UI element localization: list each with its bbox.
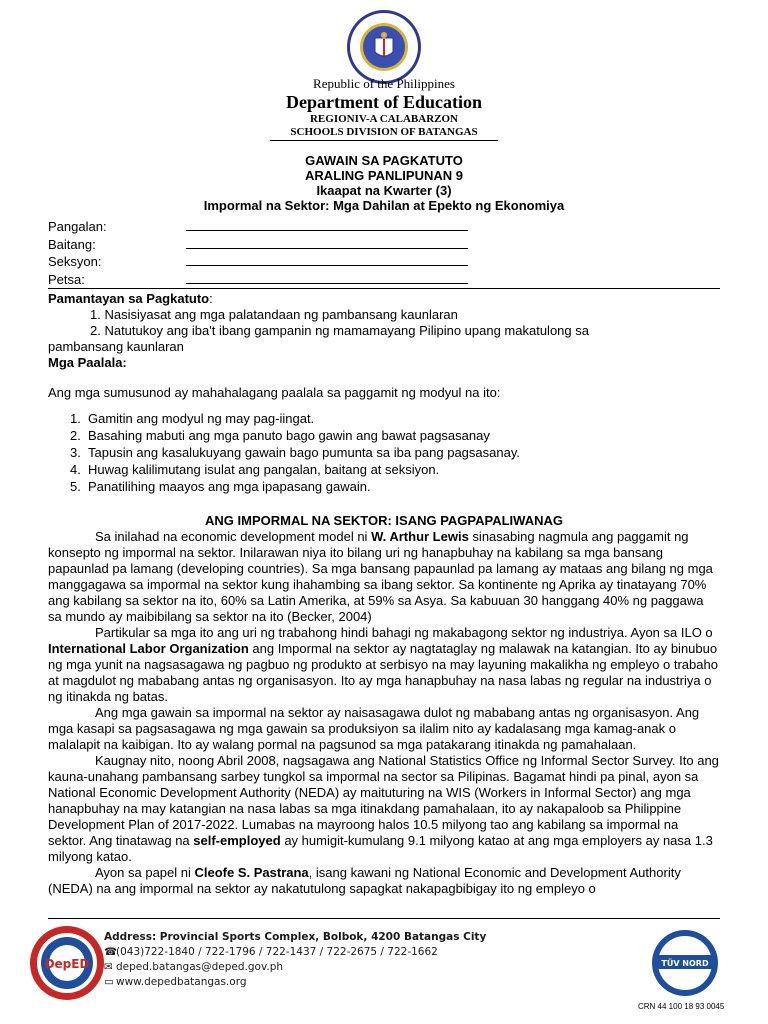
grade-field: [48, 236, 720, 254]
self-employed-term: self-employed: [193, 833, 281, 848]
ilo-name: International Labor Organization: [48, 641, 249, 656]
name-blank-line[interactable]: [186, 230, 468, 231]
paragraph-3: Ang mga gawain sa impormal na sektor ay naisasagawa dulot ng mababang antas ng organisasyon. Ang mga kasapi sa pagsasagawa ng mga gawain sa produksiyon sa ilalim nito ay kadalasang mga kamag-anak o malalapit na kaibigan. Ito ay walang pormal na pagsunod sa mga patakarang itinakda ng pamahalaan.: [48, 705, 700, 752]
worksheet-titles: [0, 153, 768, 213]
fields-rule: [48, 288, 720, 289]
reminders-intro: Ang mga sumusunod ay mahahalagang paalala sa paggamit ng modyul na ito:: [48, 385, 501, 400]
reminder-text: Panatilihing maayos ang mga ipapasang gawain.: [88, 479, 371, 494]
section-field: [48, 253, 720, 271]
date-label: Petsa:: [48, 271, 85, 287]
deped-logo-text: DepED: [44, 957, 90, 971]
reminder-text: Basahing mabuti ang mga panuto bago gawin ang bawat pagsasanay: [88, 428, 490, 443]
footer-email-line: [104, 960, 486, 975]
section-blank-line[interactable]: [186, 265, 468, 266]
footer-phone: (043)722-1840 / 722-1796 / 722-1437 / 722-2675 / 722-1662: [116, 946, 438, 958]
title-line-4: Impormal na Sektor: Mga Dahilan at Epekto ng Ekonomiya: [203, 198, 565, 213]
standards-heading: Pamantayan sa Pagkatuto: [48, 291, 210, 306]
reminder-text: Huwag kalilimutang isulat ang pangalan, baitang at seksiyon.: [88, 462, 440, 477]
region-line: REGIONIV-A CALABARZON: [309, 113, 458, 125]
department-name: Department of Education: [286, 92, 482, 112]
list-item: 3. Tapusin ang kasalukuyang gawain bago pumunta sa iba pang pagsasanay.: [70, 445, 520, 460]
tuv-nord-iso-logo: [650, 928, 720, 998]
date-field: [48, 271, 720, 289]
standard-item-2b: pambansang kaunlaran: [48, 339, 184, 354]
standard-item-1: 1. Nasisiyasat ang mga palatandaan ng pambansang kaunlaran: [90, 307, 458, 322]
division-line: SCHOOLS DIVISION OF BATANGAS: [290, 126, 478, 138]
deped-batangas-logo: [28, 924, 106, 1002]
footer-email[interactable]: deped.batangas@deped.gov.ph: [116, 961, 284, 973]
paragraph-1: Sa inilahad na economic development model ni W. Arthur Lewis sinasabing nagmula ang paggamit ng konsepto ng impormal na sektor. Inilarawan niya ito bilang uri ng hanapbuhay na kabilang sa mga bansang papaunlad pa lamang (developing countries). Sa mga bansang papaunlad pa lamang ay mataas ang bilang ng mga manggagawa sa impormal na sektor kung ihahambing sa ibang sektor. Sa kontinente ng Aprika ay tinatayang 70% ang kabilang sa sektor na ito, 60% sa Latin Amerika, at 59% sa Asya. Sa kabuuan 30 hanggang 40% ng paggawa sa mundo ay maibibilang sa sektor na ito (Becker, 2004): [48, 529, 713, 624]
list-item: 5. Panatilihing maayos ang mga ipapasang gawain.: [70, 479, 371, 494]
letterhead: [0, 76, 768, 139]
author-pastrana: Cleofe S. Pastrana: [194, 865, 309, 880]
footer-phone-line: [104, 945, 486, 960]
deped-seal-logo: [343, 8, 425, 86]
standards-heading-line: [48, 291, 720, 307]
list-item: 1. Gamitin ang modyul ng may pag-iingat.: [70, 411, 315, 426]
mail-icon: ✉: [104, 961, 113, 973]
date-blank-line[interactable]: [186, 283, 468, 284]
reminders-list: [48, 410, 720, 495]
reminders-heading: Mga Paalala:: [48, 355, 127, 370]
footer-website[interactable]: www.depedbatangas.org: [116, 976, 247, 988]
footer-address: Address: Provincial Sports Complex, Bolbok, 4200 Batangas City: [104, 931, 487, 943]
student-info-fields: [48, 218, 720, 288]
worksheet-body: [48, 291, 720, 897]
paragraph-4: Kaugnay nito, noong Abril 2008, nagsagawa ang National Statistics Office ng Informal Sector Survey. Ito ang kauna-unahang pambansang sarbey tungkol sa impormal na sector sa Pilipinas. Bagamat hindi pa pinal, ayon sa National Economic Development Authority (NEDA) ay maituturing na WIS (Workers in Informal Sector) ang mga hanapbuhay na may katangian na nasa labas sa mga itinakdang pamahalaan, ito ay nakapaloob sa Philippine Development Plan of 2017-2022. Lumabas na mayroong halos 10.5 milyong tao ang kabilang sa impormal na sektor. Ang tinatawag na self-employed ay humigit-kumulang 9.1 milyong katao at ang mga employers ay nasa 1.3 milyong katao.: [48, 753, 719, 864]
header-rule: [270, 140, 498, 141]
phone-icon: ☎: [104, 946, 118, 958]
standard-item-2a: 2. Natutukoy ang iba't ibang gampanin ng mamamayang Pilipino upang makatulong sa: [90, 323, 589, 338]
footer-web-line: [104, 975, 486, 990]
section-title: ANG IMPORMAL NA SEKTOR: ISANG PAGPAPALIWANAG: [205, 513, 563, 528]
reminder-text: Tapusin ang kasalukuyang gawain bago pumunta sa iba pang pagsasanay.: [88, 445, 520, 460]
title-line-2: ARALING PANLIPUNAN 9: [305, 168, 463, 183]
reminder-text: Gamitin ang modyul ng may pag-iingat.: [88, 411, 315, 426]
section-label: Seksyon:: [48, 254, 102, 269]
title-line-3: Ikaapat na Kwarter (3): [316, 183, 452, 198]
tuv-bottom-text: ISO 9001: [669, 981, 701, 988]
footer-rule: [48, 918, 720, 919]
list-item: 4. Huwag kalilimutang isulat ang pangalan, baitang at seksiyon.: [70, 462, 440, 477]
list-item: 2. Basahing mabuti ang mga panuto bago gawin ang bawat pagsasanay: [70, 428, 490, 443]
paragraph-2: Partikular sa mga ito ang uri ng trabahong hindi bahagi ng makabagong sektor ng industriya. Ayon sa ILO o International Labor Organization ang Impormal na sektor ay nagtataglay ng malawak na katangian. Ito ay binubuo ng mga yunit na nagsasagawa ng pagbuo ng produkto at serbisyo na may layuning makalikha ng empleyo o trabaho at magdulot ng mababang antas ng organisasyon. Ito ay mga hanapbuhay na nasa labas ng regular na industriya o ng itinakda ng batas.: [48, 625, 718, 704]
grade-blank-line[interactable]: [186, 248, 468, 249]
author-lewis: W. Arthur Lewis: [371, 529, 469, 544]
grade-label: Baitang:: [48, 236, 96, 252]
standards-colon: :: [209, 291, 213, 306]
title-line-1: GAWAIN SA PAGKATUTO: [305, 153, 463, 168]
crn-number: CRN 44 100 18 93 0045: [638, 1002, 725, 1011]
name-field: [48, 218, 720, 236]
tuv-top-text: TÜV NORD: [661, 959, 709, 968]
footer-contact: [104, 930, 486, 990]
computer-icon: ▭: [104, 976, 114, 988]
paragraph-5: Ayon sa papel ni Cleofe S. Pastrana, isang kawani ng National Economic and Development Authority (NEDA) na ang impormal na sektor ay nakatutulong sapagkat nakapagbibigay ito ng empleyo o: [48, 865, 681, 896]
republic-line: Republic of the Philippines: [313, 76, 455, 91]
name-label: Pangalan:: [48, 219, 107, 234]
